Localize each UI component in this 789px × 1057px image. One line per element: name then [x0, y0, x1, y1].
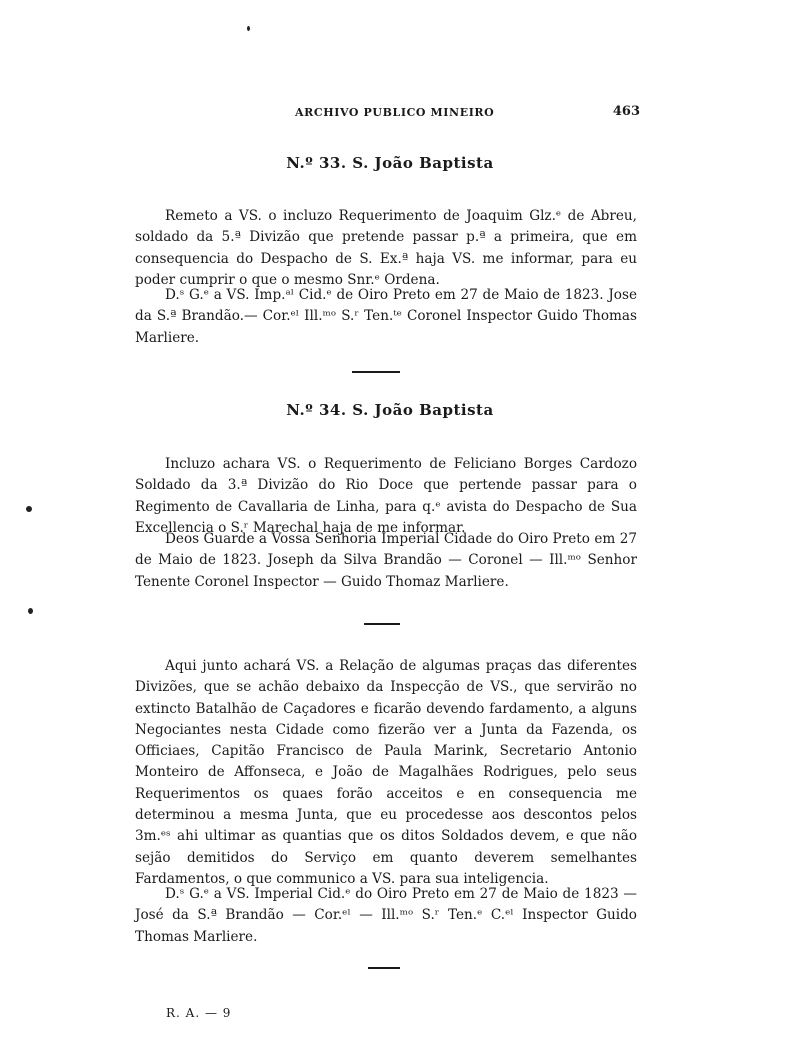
section-divider [364, 623, 400, 625]
ink-speck [247, 26, 250, 31]
paragraph: Aqui junto achará VS. a Relação de algumas praças das diferentes Divizões, que se achão debaixo da Inspecção de VS., que servirão no extincto Batalhão de Caçadores e ficarão devendo fardamento, a alguns Negociantes nesta Cidade como fizerão ver a Junta da Fazenda, os Officiaes, Capitão Francisco de Paula Marink, Secretario Antonio Monteiro de Affonseca, e João de Magalhães Rodrigues, pelo seus Requerimentos os quaes forão acceitos e en consequencia me determinou a mesma Junta, que eu procedesse aos descontos pelos 3m.ᵉˢ ahi ultimar as quantias que os ditos Soldados devem, e que não sejão demitidos do Serviço em quanto deverem semelhantes Fardamentos, o que communico a VS. para sua inteligencia. [135, 658, 637, 887]
page-header [140, 104, 640, 124]
ink-speck [28, 608, 33, 614]
page-number: 463 [612, 104, 640, 119]
paragraph: D.ˢ G.ᵉ a VS. Imp.ᵃˡ Cid.ᵉ de Oiro Preto em 27 de Maio de 1823. Jose da S.ª Brandão.— Cor.ᵉˡ Ill.ᵐᵒ S.ʳ Ten.ᵗᵉ Coronel Inspector Guido Thomas Marliere. [135, 287, 637, 346]
section-divider [352, 371, 400, 373]
section-title-33: N.º 33. S. João Baptista [286, 154, 494, 172]
ink-speck [26, 506, 32, 512]
paragraph: Remeto a VS. o incluzo Requerimento de Joaquim Glz.ᵉ de Abreu, soldado da 5.ª Divizão que pretende passar p.ª a primeira, que em consequencia do Despacho de S. Ex.ª haja VS. me informar, para eu poder cumprir o que o mesmo Snr.ᵉ Ordena. [135, 208, 637, 288]
paragraph: Deos Guarde a Vossa Senhoria Imperial Cidade do Oiro Preto em 27 de Maio de 1823. Joseph da Silva Brandão — Coronel — Ill.ᵐᵒ Senhor Tenente Coronel Inspector — Guido Thomaz Marliere. [135, 531, 637, 590]
printer-signature: R. A. — 9 [166, 1006, 232, 1020]
section-title-34: N.º 34. S. João Baptista [286, 401, 494, 419]
paragraph: D.ˢ G.ᵉ a VS. Imperial Cid.ᵉ do Oiro Preto em 27 de Maio de 1823 — José da S.ª Brandão — Cor.ᵉˡ — Ill.ᵐᵒ S.ʳ Ten.ᵉ C.ᵉˡ Inspector Guido Thomas Marliere. [135, 886, 637, 945]
section-divider [368, 967, 400, 969]
running-head: ARCHIVO PUBLICO MINEIRO [295, 106, 495, 119]
paragraph: Incluzo achara VS. o Requerimento de Feliciano Borges Cardozo Soldado da 3.ª Divizão do Rio Doce que pertende passar para o Regimento de Cavallaria de Linha, para q.ᵉ avista do Despacho de Sua Excellencia o S.ʳ Marechal haja de me informar. [135, 456, 637, 536]
